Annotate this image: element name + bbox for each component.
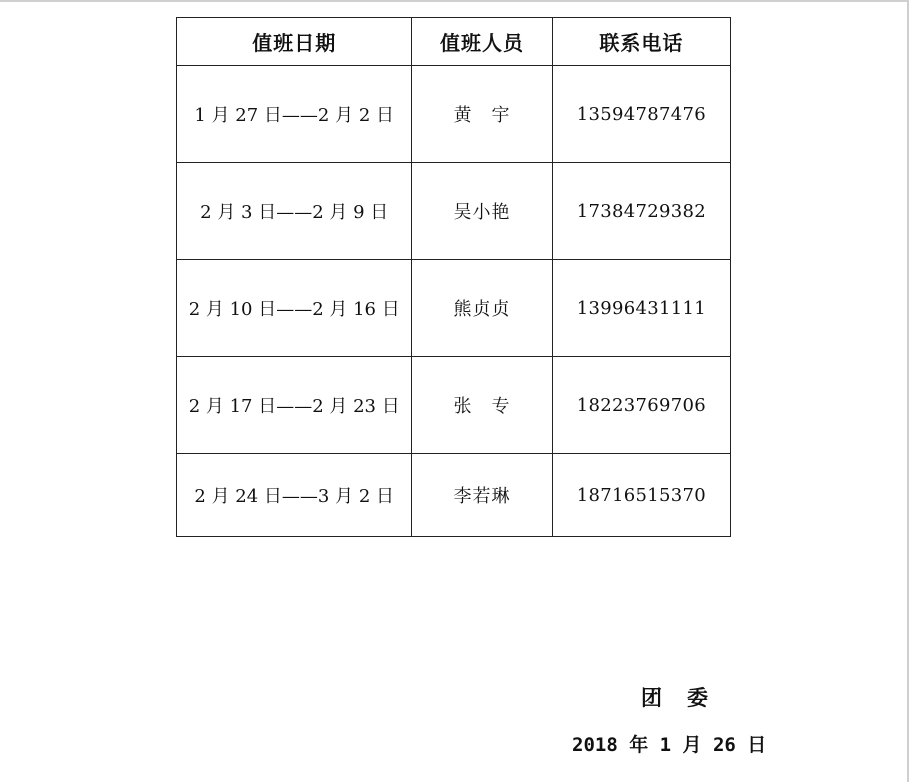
header-duty-date: 值班日期 [177, 18, 412, 66]
table-header-row [177, 18, 731, 66]
contact-phone-cell: 18716515370 [552, 454, 730, 537]
duty-person-cell: 李若琳 [412, 454, 552, 537]
duty-person-cell: 黄 宇 [412, 66, 552, 163]
duty-person-cell: 吴小艳 [412, 163, 552, 260]
table-row [177, 454, 731, 537]
duty-schedule-table [176, 17, 731, 537]
table-row [177, 260, 731, 357]
table-row [177, 66, 731, 163]
contact-phone-cell: 13996431111 [552, 260, 730, 357]
header-contact-phone: 联系电话 [552, 18, 730, 66]
duty-person-cell: 熊贞贞 [412, 260, 552, 357]
duty-date-cell: 2 月 10 日——2 月 16 日 [177, 260, 412, 357]
duty-date-cell: 2 月 24 日——3 月 2 日 [177, 454, 412, 537]
contact-phone-cell: 17384729382 [552, 163, 730, 260]
duty-date-cell: 2 月 17 日——2 月 23 日 [177, 357, 412, 454]
issuer-signature: 团 委 [641, 686, 710, 710]
table-row [177, 357, 731, 454]
issue-date: 2018 年 1 月 26 日 [572, 734, 767, 756]
page-top-border [0, 0, 909, 2]
duty-person-cell: 张 专 [412, 357, 552, 454]
contact-phone-cell: 13594787476 [552, 66, 730, 163]
header-duty-person: 值班人员 [412, 18, 552, 66]
duty-date-cell: 1 月 27 日——2 月 2 日 [177, 66, 412, 163]
duty-date-cell: 2 月 3 日——2 月 9 日 [177, 163, 412, 260]
table-row [177, 163, 731, 260]
contact-phone-cell: 18223769706 [552, 357, 730, 454]
